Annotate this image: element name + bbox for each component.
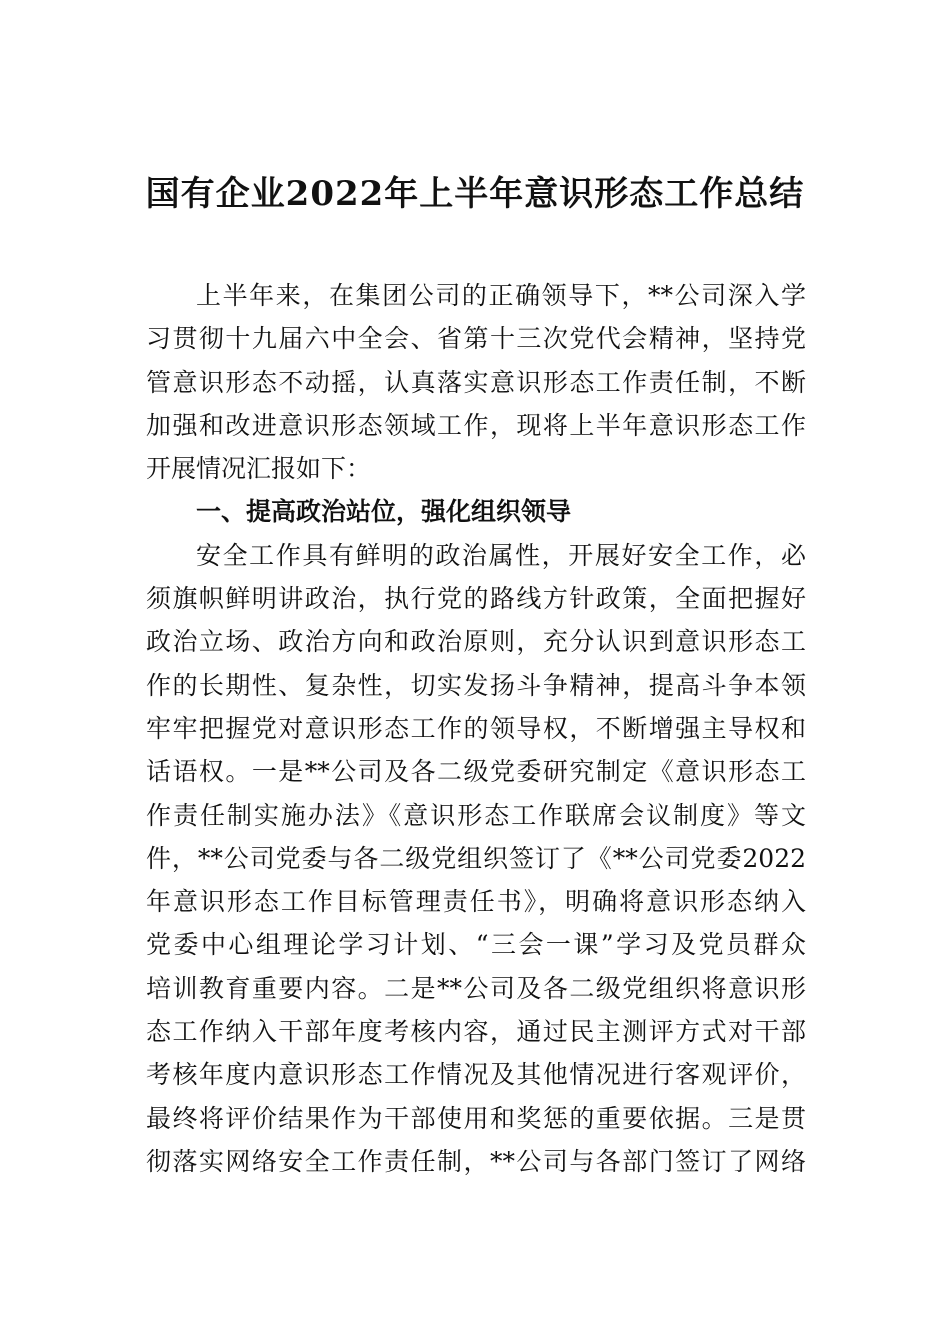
intro-paragraph — [146, 274, 806, 490]
paragraph-line: 彻落实网络安全工作责任制，**公司与各部门签订了网络 — [146, 1146, 806, 1176]
paragraph-line: 牢牢把握党对意识形态工作的领导权，不断增强主导权和 — [146, 713, 806, 743]
paragraph-line: 考核年度内意识形态工作情况及其他情况进行客观评价， — [146, 1060, 806, 1090]
paragraph-line: 开展情况汇报如下： — [146, 454, 372, 484]
paragraph-line: 习贯彻十九届六中全会、省第十三次党代会精神，坚持党 — [146, 324, 806, 354]
paragraph-line: 安全工作具有鲜明的政治属性，开展好安全工作，必 — [196, 540, 806, 570]
paragraph-line: 年意识形态工作目标管理责任书》，明确将意识形态纳入 — [146, 887, 806, 917]
paragraph-line: 政治立场、政治方向和政治原则，充分认识到意识形态工 — [146, 627, 806, 657]
paragraph-line: 作责任制实施办法》《意识形态工作联席会议制度》等文 — [146, 800, 806, 830]
section1-paragraph — [146, 534, 806, 1183]
paragraph-line: 管意识形态不动摇，认真落实意识形态工作责任制，不断 — [146, 367, 806, 397]
paragraph-line: 话语权。一是**公司及各二级党委研究制定《意识形态工 — [146, 757, 806, 787]
section-heading: 一、提高政治站位，强化组织领导 — [196, 497, 572, 527]
paragraph-line: 培训教育重要内容。二是**公司及各二级党组织将意识形 — [146, 973, 806, 1003]
paragraph-line: 加强和改进意识形态领域工作，现将上半年意识形态工作 — [146, 410, 806, 440]
paragraph-line: 态工作纳入干部年度考核内容，通过民主测评方式对干部 — [146, 1017, 806, 1047]
paragraph-line: 最终将评价结果作为干部使用和奖惩的重要依据。三是贯 — [146, 1103, 806, 1133]
paragraph-line: 须旗帜鲜明讲政治，执行党的路线方针政策，全面把握好 — [146, 584, 806, 614]
paragraph-line: 件，**公司党委与各二级党组织签订了《**公司党委2022 — [146, 843, 806, 873]
document-body — [146, 274, 806, 1183]
paragraph-line: 党委中心组理论学习计划、“三会一课”学习及党员群众 — [146, 930, 806, 960]
document-title: 国有企业2022年上半年意识形态工作总结 — [145, 174, 805, 214]
paragraph-line: 作的长期性、复杂性，切实发扬斗争精神，提高斗争本领 — [146, 670, 806, 700]
paragraph-line: 上半年来，在集团公司的正确领导下，**公司深入学 — [196, 281, 806, 310]
